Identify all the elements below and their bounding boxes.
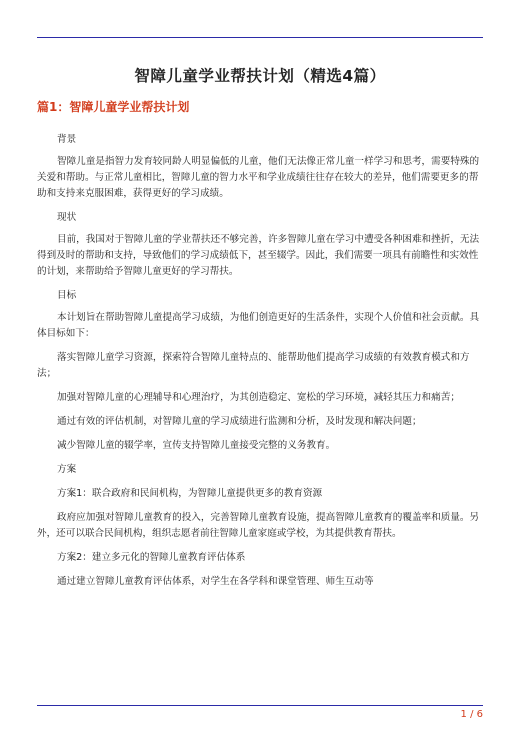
subheading-plan: 方案 xyxy=(57,464,77,475)
subheading-status: 现状 xyxy=(57,212,77,223)
subheading-goals: 目标 xyxy=(57,290,77,301)
header-rule xyxy=(37,37,483,38)
goal-item: 落实智障儿童学习资源，探索符合智障儿童特点的、能帮助他们提高学习成绩的有效教育模式和方法； xyxy=(37,352,470,379)
plan-item-heading: 方案2：建立多元化的智障儿童教育评估体系 xyxy=(57,552,246,563)
page-indicator: 1 / 6 xyxy=(460,709,483,720)
paragraph: 通过建立智障儿童教育评估体系，对学生在各学科和课堂管理、师生互动等 xyxy=(57,576,374,587)
footer-rule xyxy=(37,705,483,706)
goal-item: 减少智障儿童的辍学率，宣传支持智障儿童接受完整的义务教育。 xyxy=(57,440,336,451)
paragraph: 本计划旨在帮助智障儿童提高学习成绩，为他们创造更好的生活条件，实现个人价值和社会贡献。具体目标如下： xyxy=(37,312,480,339)
document-body xyxy=(37,124,485,590)
paragraph: 政府应加强对智障儿童教育的投入，完善智障儿童教育设施，提高智障儿童教育的覆盖率和质量。另外，还可以联合民间机构，组织志愿者前往智障儿童家庭或学校，为其提供教育帮扶。 xyxy=(37,512,480,539)
goal-item: 加强对智障儿童的心理辅导和心理治疗，为其创造稳定、宽松的学习环境，减轻其压力和痛苦； xyxy=(57,392,460,403)
subheading-background: 背景 xyxy=(57,134,77,145)
paragraph: 目前，我国对于智障儿童的学业帮扶还不够完善，许多智障儿童在学习中遭受各种困难和挫折，无法得到及时的帮助和支持，导致他们的学习成绩低下，甚至辍学。因此，我们需要一项具有前瞻性和实效性的计划，来帮助给予智障儿童更好的学习帮扶。 xyxy=(37,234,480,277)
section-heading: 篇1：智障儿童学业帮扶计划 xyxy=(37,100,190,114)
goal-item: 通过有效的评估机制，对智障儿童的学习成绩进行监测和分析，及时发现和解决问题； xyxy=(57,416,422,427)
plan-item-heading: 方案1：联合政府和民间机构，为智障儿童提供更多的教育资源 xyxy=(57,488,323,499)
paragraph: 智障儿童是指智力发育较同龄人明显偏低的儿童，他们无法像正常儿童一样学习和思考，需要特殊的关爱和帮助。与正常儿童相比，智障儿童的智力水平和学业成绩往往存在较大的差异，他们需要更多的帮助和支持来克服困难，获得更好的学习成绩。 xyxy=(37,156,480,199)
document-title: 智障儿童学业帮扶计划（精选4篇） xyxy=(134,67,386,85)
